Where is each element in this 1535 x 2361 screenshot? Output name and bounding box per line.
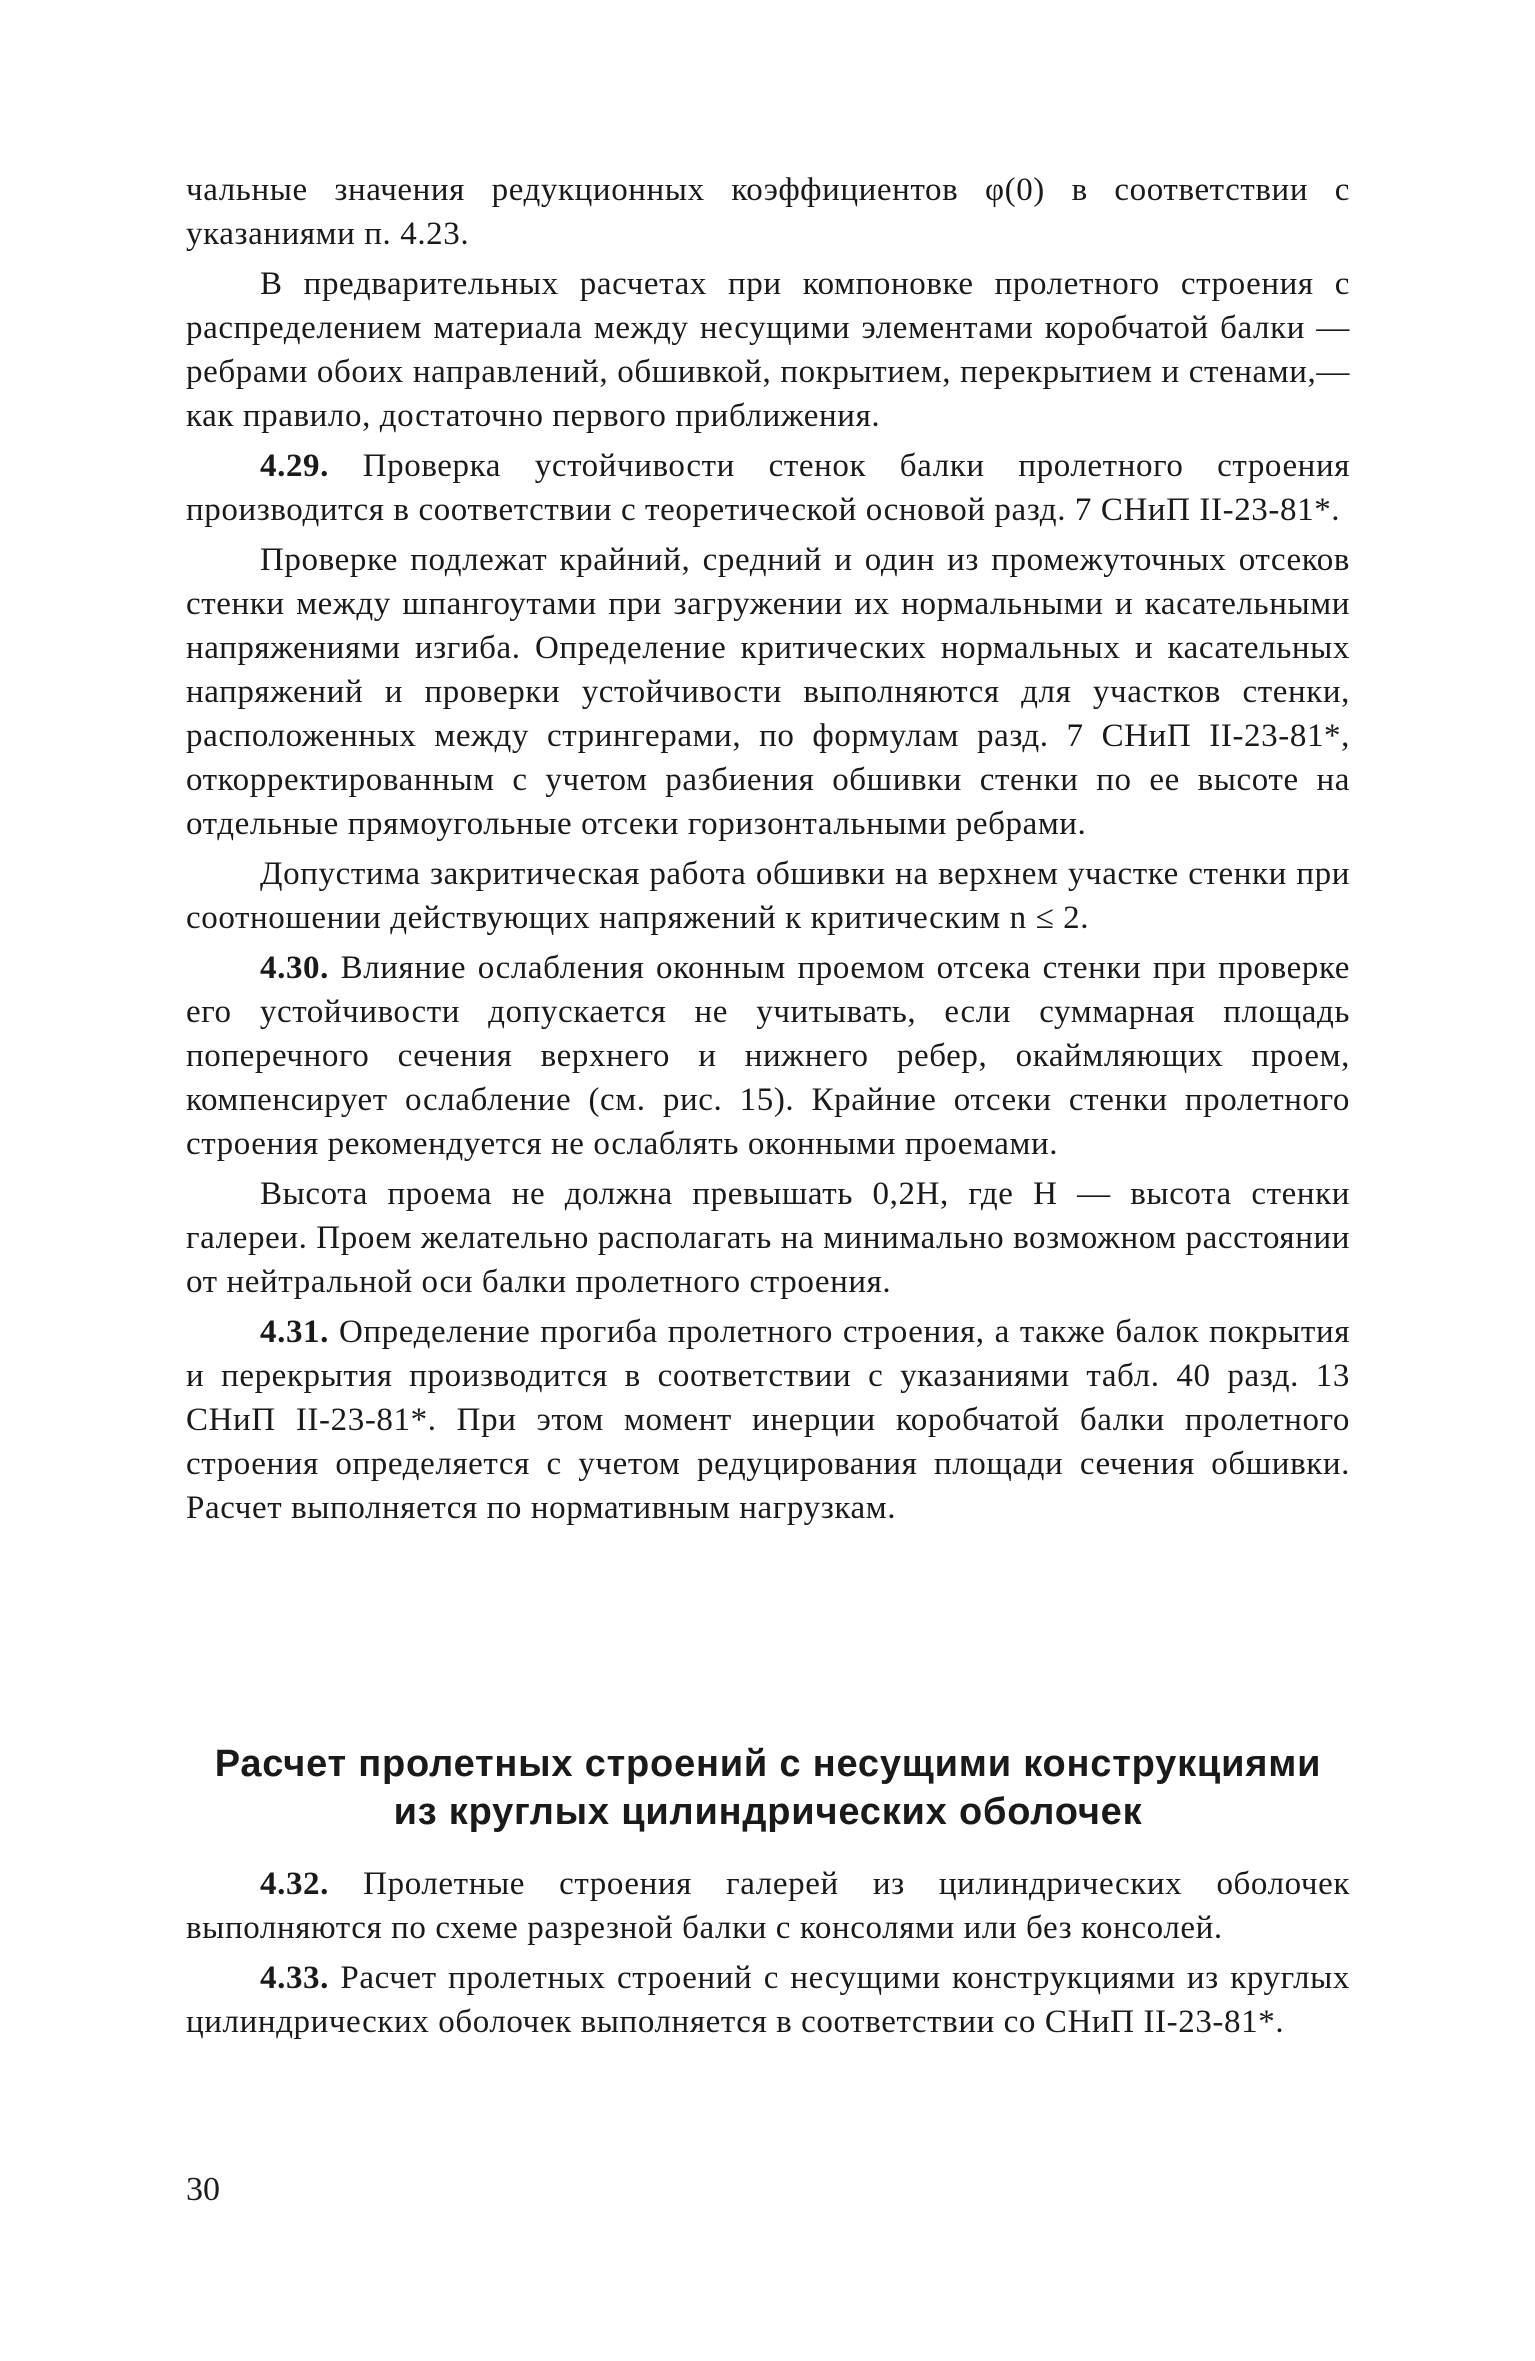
paragraph (186, 946, 1350, 1166)
body-text-lower (186, 1862, 1350, 2050)
paragraph-text: Проверке подлежат крайний, средний и один из промежуточных отсеков стенки между шпангоутами при загружении их нормальными и касательными напряжениями изгиба. Определение критических нормальных и касательных напряжений и проверки устойчивости выполняются для участков стенки, расположенных между стрингерами, по формулам разд. 7 СНиП II-23-81*, откорректированным с учетом разбиения обшивки стенки по ее высоте на отдельные прямоугольные отсеки горизонтальными ребрами. (186, 542, 1350, 842)
paragraph (186, 444, 1350, 532)
paragraph-text: Влияние ослабления оконным проемом отсека стенки при проверке его устойчивости допускается не учитывать, если суммарная площадь поперечного сечения верхнего и нижнего ребер, окаймляющих проем, компенсирует ослабление (см. рис. 15). Крайние отсеки стенки пролетного строения рекомендуется не ослаблять оконными проемами. (186, 950, 1350, 1162)
paragraph (186, 262, 1350, 438)
clause-number: 4.29. (260, 448, 329, 484)
heading-line-2: из круглых цилиндрических оболочек (393, 1791, 1143, 1833)
body-text-upper (186, 168, 1350, 1536)
paragraph (186, 1956, 1350, 2044)
clause-number: 4.32. (260, 1866, 329, 1902)
paragraph (186, 1310, 1350, 1530)
paragraph (186, 168, 1350, 256)
section-heading (186, 1740, 1350, 1836)
paragraph-text: Высота проема не должна превышать 0,2H, где H — высота стенки галереи. Проем желательно располагать на минимально возможном расстоянии от нейтральной оси балки пролетного строения. (186, 1176, 1350, 1300)
paragraph-text: Проверка устойчивости стенок балки пролетного строения производится в соответствии с теоретической основой разд. 7 СНиП II-23-81*. (186, 448, 1350, 528)
clause-number: 4.33. (260, 1960, 329, 1996)
paragraph-text: Определение прогиба пролетного строения, а также балок покрытия и перекрытия производится в соответствии с указаниями табл. 40 разд. 13 СНиП II-23-81*. При этом момент инерции коробчатой балки пролетного строения определяется с учетом редуцирования площади сечения обшивки. Расчет выполняется по нормативным нагрузкам. (186, 1314, 1350, 1526)
clause-number: 4.30. (260, 950, 329, 986)
heading-line-1: Расчет пролетных строений с несущими конструкциями (214, 1743, 1322, 1785)
paragraph-text: Расчет пролетных строений с несущими конструкциями из круглых цилиндрических оболочек выполняется в соответствии со СНиП II-23-81*. (186, 1960, 1350, 2040)
paragraph (186, 1172, 1350, 1304)
paragraph-text: чальные значения редукционных коэффициентов φ(0) в соответствии с указаниями п. 4.23. (186, 172, 1350, 252)
clause-number: 4.31. (260, 1314, 329, 1350)
paragraph-text: В предварительных расчетах при компоновке пролетного строения с распределением материала между несущими элементами коробчатой балки — ребрами обоих направлений, обшивкой, покрытием, перекрытием и стенами,— как правило, достаточно первого приближения. (186, 266, 1350, 434)
paragraph (186, 1862, 1350, 1950)
paragraph-text: Пролетные строения галерей из цилиндрических оболочек выполняются по схеме разрезной балки с консолями или без консолей. (186, 1866, 1350, 1946)
page-number: 30 (186, 2171, 220, 2208)
paragraph-text: Допустима закритическая работа обшивки на верхнем участке стенки при соотношении действующих напряжений к критическим n ≤ 2. (186, 856, 1350, 936)
paragraph (186, 852, 1350, 940)
paragraph (186, 538, 1350, 846)
